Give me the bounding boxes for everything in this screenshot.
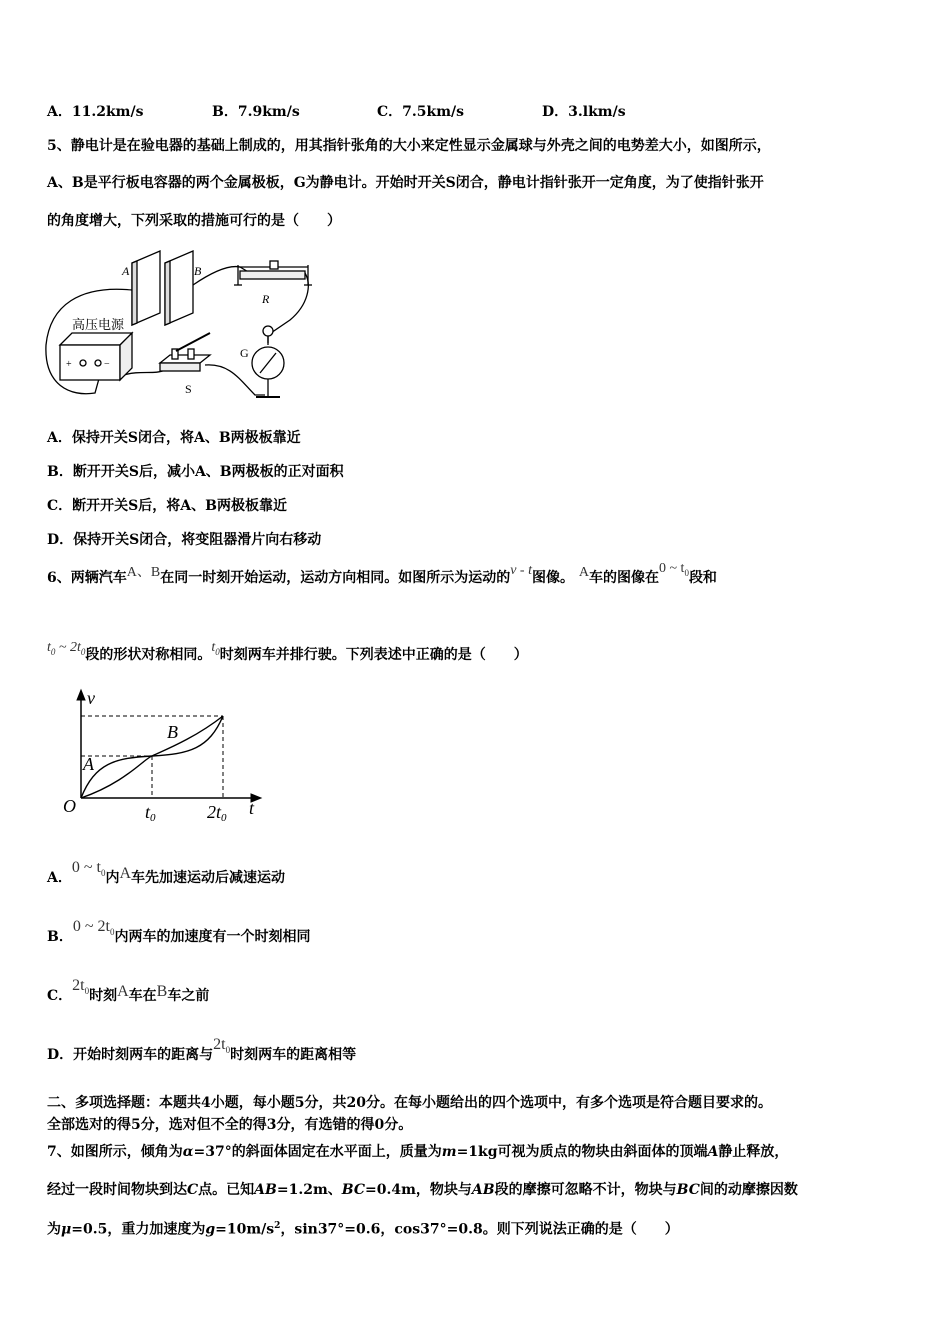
label-minus: −: [104, 359, 110, 370]
q6-option-d: D．开始时刻两车的距离与$2t_0$时刻两车的距离相等: [47, 1036, 357, 1063]
q6-vt-graph: [55, 688, 270, 828]
label-a: A: [122, 264, 130, 278]
q7-stem-line2: 经过一段时间物块到达C点。已知AB=1.2m、BC=0.4m，物块与AB段的摩擦可忽略不计，物块与BC间的动摩擦因数: [47, 1182, 798, 1198]
math-vt: v - t: [510, 563, 532, 578]
math-ab: A、B: [126, 565, 161, 580]
section2-line2: 全部选对的得5分，选对但不全的得3分，有选错的得0分。: [47, 1117, 413, 1133]
q4-option-c: C．7.5km/s: [377, 104, 465, 120]
q5-option-a: A．保持开关S闭合，将A、B两极板靠近: [47, 430, 301, 446]
q5-stem-line1: 5、静电计是在验电器的基础上制成的，用其指针张角的大小来定性显示金属球与外壳之间的电势差大小，如图所示，: [47, 138, 771, 154]
label-plus: +: [66, 359, 72, 370]
label-source: 高压电源: [72, 317, 125, 332]
math-t0: $t_0$: [211, 640, 220, 657]
q5-option-d: D．保持开关S闭合，将变阻器滑片向右移动: [47, 532, 322, 548]
math-0-t0: 0 ~ $t_0$: [658, 561, 689, 578]
math-a: A: [578, 565, 589, 580]
q4-option-b: B．7.9km/s: [212, 104, 300, 120]
section2-line1: 二、多项选择题：本题共4小题，每小题5分，共20分。在每小题给出的四个选项中，有多个选项是符合题目要求的。: [47, 1095, 772, 1111]
curve-label-b: B: [167, 722, 178, 742]
q7-stem-line1: 7、如图所示，倾角为α=37°的斜面体固定在水平面上，质量为m=1kg可视为质点的物块由斜面体的顶端A静止释放，: [47, 1144, 789, 1160]
q5-stem-line2: A、B是平行板电容器的两个金属极板，G为静电计。开始时开关S闭合，静电计指针张开一定角度，为了使指针张开: [47, 175, 764, 191]
q6-stem-line1: 6、两辆汽车A、B在同一时刻开始运动，运动方向相同。如图所示为运动的v - t图像。 A车的图像在0 ~ $t_0$段和: [47, 561, 717, 586]
tick-2t0: 2t0: [207, 802, 227, 824]
q6-stem-line2: $t_0$ ~ $2t_0$段的形状对称相同。$t_0$时刻两车并排行驶。下列表述中正确的是（ ）: [47, 640, 528, 663]
q5-circuit-figure: [40, 245, 330, 410]
q6-option-b: B．0 ~ $2t_0$内两车的加速度有一个时刻相同: [47, 918, 311, 945]
q5-stem-line3: 的角度增大，下列采取的措施可行的是（ ）: [47, 213, 341, 229]
curve-label-a: A: [83, 754, 94, 774]
math-t0-2t0: $t_0$ ~ $2t_0$: [47, 640, 86, 657]
label-r: R: [262, 292, 270, 306]
label-g: G: [240, 346, 249, 360]
q4-option-d: D．3.lkm/s: [542, 104, 626, 120]
axis-v: v: [87, 688, 95, 708]
tick-t0: t0: [145, 802, 156, 824]
axis-t: t: [249, 798, 255, 818]
q5-option-c: C．断开开关S后，将A、B两极板靠近: [47, 498, 287, 514]
q5-option-b: B．断开开关S后，减小A、B两极板的正对面积: [47, 464, 344, 480]
origin-o: O: [63, 796, 76, 816]
label-b: B: [194, 264, 202, 278]
q4-option-a: A．11.2km/s: [47, 104, 144, 120]
q6-option-c: C．$2t_0$时刻A车在B车之前: [47, 977, 210, 1004]
label-s: S: [185, 382, 192, 396]
q6-option-a: A．0 ~ $t_0$内A车先加速运动后减速运动: [47, 859, 286, 886]
q7-stem-line3: 为μ=0.5，重力加速度为$g=10m/s^2$，sin37°=0.6，cos37°=0.8。则下列说法正确的是（ ）: [47, 1221, 679, 1238]
